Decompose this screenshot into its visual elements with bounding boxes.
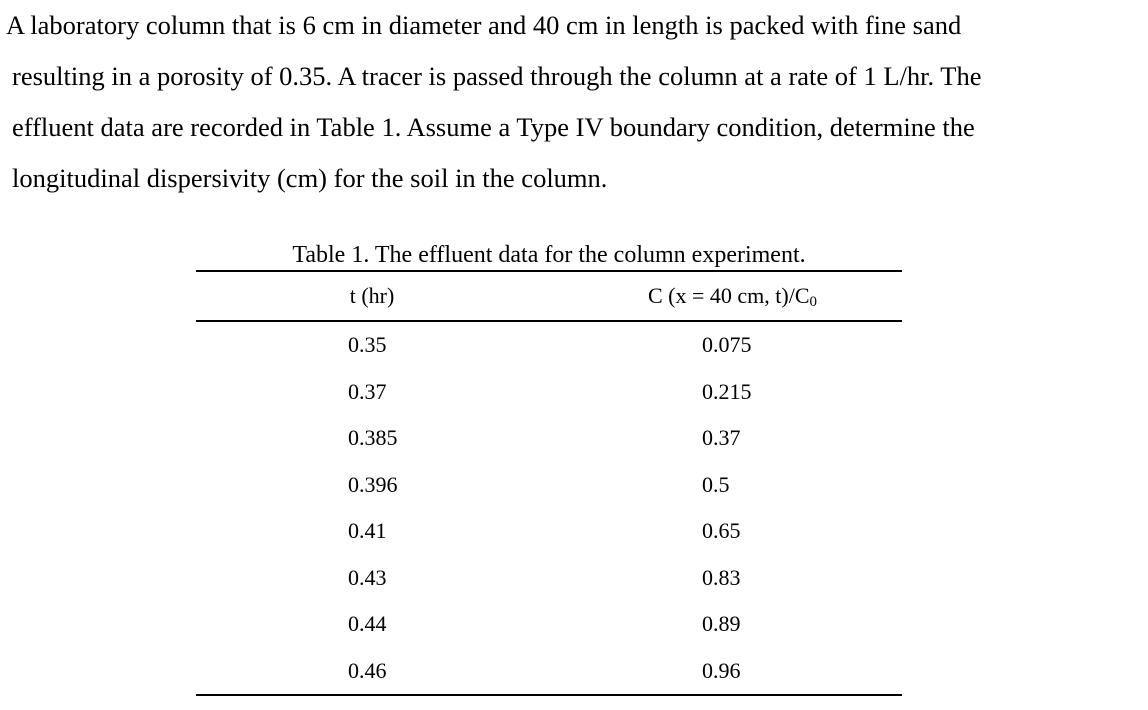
- cell-time: 0.43: [348, 564, 387, 590]
- table-caption: Table 1. The effluent data for the column experiment.: [292, 242, 806, 268]
- table-row: [196, 648, 902, 695]
- table-header-row: [196, 272, 902, 320]
- problem-statement: [6, 0, 1136, 204]
- problem-line: longitudinal dispersivity (cm) for the soil in the column.: [12, 163, 608, 193]
- problem-line: effluent data are recorded in Table 1. Assume a Type IV boundary condition, determine the: [12, 112, 975, 142]
- cell-time: 0.41: [348, 518, 387, 543]
- table-row: [196, 415, 902, 462]
- effluent-data-table: [196, 240, 902, 696]
- cell-time: 0.385: [348, 425, 398, 450]
- cell-time: 0.37: [348, 378, 387, 404]
- table-row: [196, 322, 902, 369]
- header-time: t (hr): [349, 283, 395, 308]
- header-concentration-subscript: 0: [809, 294, 818, 310]
- cell-concentration: 0.215: [702, 378, 752, 404]
- cell-time: 0.46: [348, 657, 387, 683]
- problem-line: resulting in a porosity of 0.35. A tracer is passed through the column at a rate of 1 L/hr. The: [12, 61, 982, 91]
- table-row: [196, 555, 902, 602]
- cell-time: 0.44: [348, 611, 387, 636]
- cell-time: 0.396: [348, 471, 398, 497]
- cell-concentration: 0.37: [702, 425, 741, 450]
- cell-concentration: 0.075: [702, 332, 752, 357]
- table-bottom-rule: [196, 694, 902, 696]
- table-body: [196, 322, 902, 694]
- cell-time: 0.35: [348, 332, 387, 357]
- cell-concentration: 0.5: [702, 471, 730, 497]
- cell-concentration: 0.96: [702, 657, 741, 683]
- problem-line: A laboratory column that is 6 cm in diameter and 40 cm in length is packed with fine sand: [6, 10, 962, 40]
- header-concentration-main: C (x = 40 cm, t)/C: [648, 283, 810, 308]
- header-concentration: [548, 272, 902, 320]
- table-row: [196, 369, 902, 416]
- cell-concentration: 0.65: [702, 518, 741, 543]
- table-row: [196, 462, 902, 509]
- table-row: [196, 508, 902, 555]
- cell-concentration: 0.89: [702, 611, 741, 636]
- cell-concentration: 0.83: [702, 564, 741, 590]
- table-row: [196, 601, 902, 648]
